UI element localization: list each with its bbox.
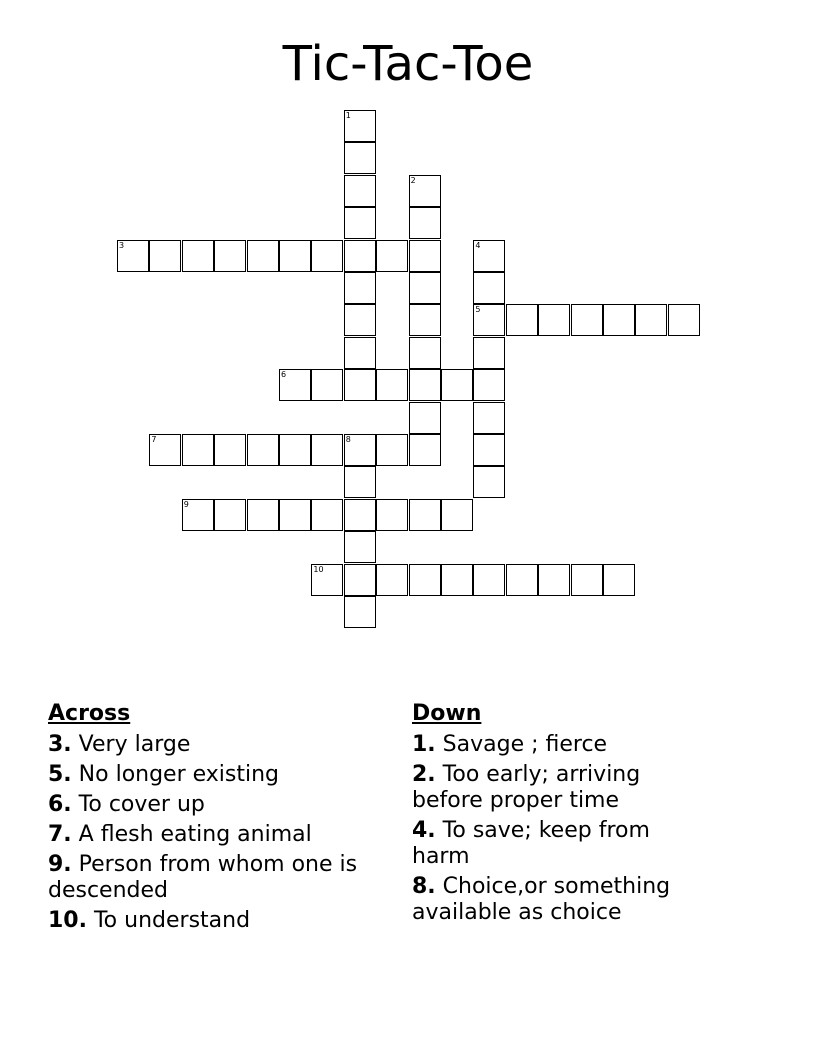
grid-cell[interactable] — [506, 304, 538, 336]
grid-cell[interactable] — [344, 207, 376, 239]
down-clue — [412, 818, 712, 870]
across-clues — [48, 700, 378, 938]
clue-number-label: 6. — [48, 792, 72, 817]
grid-cell[interactable] — [409, 402, 441, 434]
grid-cell[interactable] — [344, 175, 376, 207]
grid-cell[interactable] — [344, 434, 376, 466]
clue-number-label: 4. — [412, 818, 436, 843]
grid-cell[interactable] — [214, 499, 246, 531]
grid-cell[interactable] — [376, 434, 408, 466]
down-heading: Down — [412, 701, 482, 726]
across-clue — [48, 852, 378, 904]
grid-cell[interactable] — [473, 304, 505, 336]
grid-cell[interactable] — [409, 272, 441, 304]
grid-cell[interactable] — [311, 369, 343, 401]
across-clue — [48, 732, 378, 758]
grid-cell[interactable] — [279, 240, 311, 272]
grid-cell[interactable] — [473, 369, 505, 401]
grid-cell[interactable] — [344, 466, 376, 498]
down-clue — [412, 762, 712, 814]
grid-cell[interactable] — [603, 564, 635, 596]
clue-number-label: 10. — [48, 908, 87, 933]
grid-cell[interactable] — [473, 564, 505, 596]
clue-number-label: 7. — [48, 822, 72, 847]
grid-cell[interactable] — [214, 240, 246, 272]
grid-cell[interactable] — [376, 369, 408, 401]
clue-number: 3 — [119, 240, 125, 250]
grid-cell[interactable] — [344, 142, 376, 174]
grid-cell[interactable] — [247, 434, 279, 466]
clue-number-label: 2. — [412, 762, 436, 787]
grid-cell[interactable] — [409, 564, 441, 596]
grid-cell[interactable] — [149, 434, 181, 466]
clue-number-label: 5. — [48, 762, 72, 787]
across-clue — [48, 792, 378, 818]
grid-cell[interactable] — [441, 499, 473, 531]
grid-cell[interactable] — [376, 564, 408, 596]
clue-number-label: 9. — [48, 852, 72, 877]
grid-cell[interactable] — [603, 304, 635, 336]
page-title: Tic-Tac-Toe — [282, 36, 534, 92]
grid-cell[interactable] — [311, 434, 343, 466]
down-clue — [412, 874, 712, 926]
clue-text: Savage ; fierce — [435, 732, 608, 757]
clue-text: Very large — [71, 732, 191, 757]
grid-cell[interactable] — [538, 304, 570, 336]
grid-cell[interactable] — [473, 337, 505, 369]
grid-cell[interactable] — [506, 564, 538, 596]
grid-cell[interactable] — [344, 272, 376, 304]
grid-cell[interactable] — [473, 434, 505, 466]
grid-cell[interactable] — [409, 304, 441, 336]
grid-cell[interactable] — [376, 499, 408, 531]
grid-cell[interactable] — [571, 564, 603, 596]
grid-cell[interactable] — [473, 466, 505, 498]
grid-cell[interactable] — [247, 499, 279, 531]
grid-cell[interactable] — [441, 369, 473, 401]
down-clues — [412, 700, 712, 930]
across-heading: Across — [48, 701, 131, 726]
grid-cell[interactable] — [311, 499, 343, 531]
clue-number: 8 — [345, 435, 351, 444]
grid-cell[interactable] — [409, 434, 441, 466]
clue-number: 5 — [475, 305, 481, 315]
clue-number: 6 — [281, 370, 287, 380]
grid-cell[interactable] — [344, 596, 376, 628]
grid-cell[interactable] — [344, 369, 376, 401]
clue-text: Person from whom one is descended — [48, 852, 358, 903]
clue-number: 9 — [183, 499, 189, 509]
clue-text: A flesh eating animal — [71, 822, 312, 847]
grid-cell[interactable] — [344, 304, 376, 336]
grid-cell[interactable] — [311, 564, 343, 596]
grid-cell[interactable] — [344, 110, 376, 142]
grid-cell[interactable] — [344, 337, 376, 369]
grid-cell[interactable] — [409, 175, 441, 207]
grid-cell[interactable] — [409, 240, 441, 272]
across-clue — [48, 762, 378, 788]
clue-text: To cover up — [71, 792, 205, 817]
clue-number: 4 — [475, 240, 481, 250]
grid-cell[interactable] — [376, 240, 408, 272]
clue-number-label: 1. — [412, 732, 436, 757]
grid-cell[interactable] — [571, 304, 603, 336]
grid-cell[interactable] — [409, 207, 441, 239]
clue-number: 7 — [151, 435, 157, 444]
grid-cell[interactable] — [473, 272, 505, 304]
down-clue — [412, 732, 712, 758]
clue-text: Too early; arriving before proper time — [412, 762, 641, 813]
grid-cell[interactable] — [182, 240, 214, 272]
grid-cell[interactable] — [473, 240, 505, 272]
grid-cell[interactable] — [409, 337, 441, 369]
grid-cell[interactable] — [182, 499, 214, 531]
grid-cell[interactable] — [279, 369, 311, 401]
grid-cell[interactable] — [344, 564, 376, 596]
clue-number: 1 — [345, 111, 351, 120]
grid-cell[interactable] — [344, 499, 376, 531]
grid-cell[interactable] — [311, 240, 343, 272]
grid-cell[interactable] — [149, 240, 181, 272]
grid-cell[interactable] — [538, 564, 570, 596]
grid-cell[interactable] — [214, 434, 246, 466]
clue-number: 2 — [410, 175, 416, 185]
grid-cell[interactable] — [635, 304, 667, 336]
grid-cell[interactable] — [247, 240, 279, 272]
grid-cell[interactable] — [409, 499, 441, 531]
grid-cell[interactable] — [668, 304, 700, 336]
grid-cell[interactable] — [441, 564, 473, 596]
clue-text: Choice,or something available as choice — [412, 874, 671, 925]
grid-cell[interactable] — [279, 499, 311, 531]
grid-cell[interactable] — [344, 531, 376, 563]
grid-cell[interactable] — [182, 434, 214, 466]
grid-cell[interactable] — [344, 240, 376, 272]
grid-cell[interactable] — [279, 434, 311, 466]
clue-number-label: 8. — [412, 874, 436, 899]
clue-text: To save; keep from harm — [412, 818, 650, 869]
clue-number: 10 — [313, 564, 324, 574]
across-clue — [48, 822, 378, 848]
grid-cell[interactable] — [473, 402, 505, 434]
across-clue — [48, 908, 378, 934]
clue-text: To understand — [86, 908, 251, 933]
grid-cell[interactable] — [117, 240, 149, 272]
clue-text: No longer existing — [71, 762, 280, 787]
clue-number-label: 3. — [48, 732, 72, 757]
grid-cell[interactable] — [409, 369, 441, 401]
